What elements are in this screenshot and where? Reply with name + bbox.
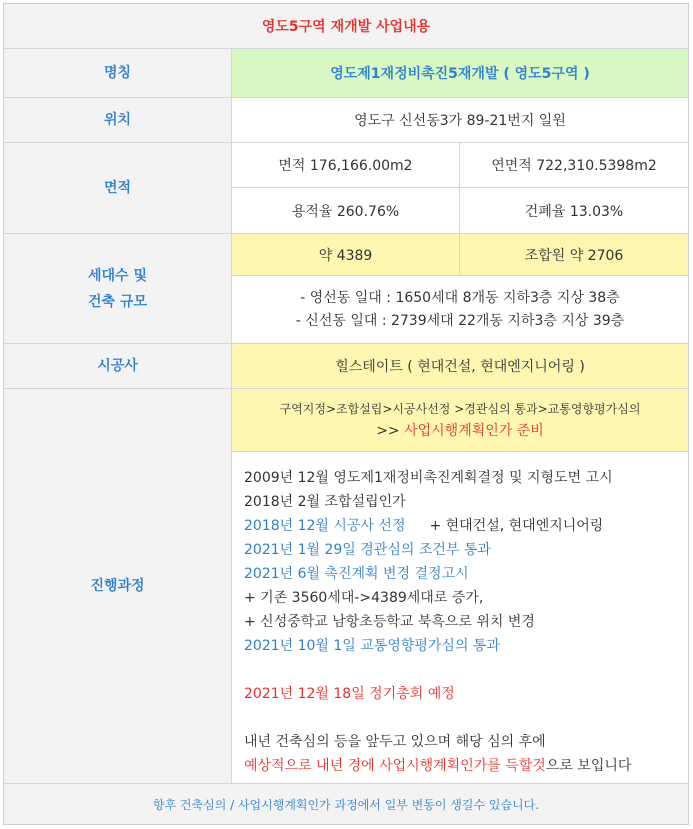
value-location: 영도구 신선동3가 89-21번지 일원 xyxy=(354,113,566,129)
progress-steps-next-line xyxy=(376,420,544,442)
history-item: 2009년 12월 영도제1재정비촉진계획결정 및 지형도면 고시 xyxy=(244,470,613,486)
history-item: 2021년 12월 18일 정기총회 예정 xyxy=(244,686,455,702)
row-name xyxy=(4,49,688,98)
history-expected: 예상적으로 내년 경에 사업시행계획인가를 득할것 xyxy=(244,758,546,774)
history-item: 2021년 6월 촉진계획 변경 결정고시 xyxy=(244,566,469,582)
row-contractor xyxy=(4,344,688,389)
row-households xyxy=(4,234,688,344)
value-name: 영도제1재정비촉진5재개발 ( 영도5구역 ) xyxy=(232,49,688,97)
label-households-line1: 세대수 및 xyxy=(88,267,147,284)
row-area xyxy=(4,143,688,234)
value-floor-area-ratio: 용적율 260.76% xyxy=(232,188,460,233)
history-item: 2021년 1월 29일 경관심의 조건부 통과 xyxy=(244,542,491,558)
value-contractor: 힐스테이트 ( 현대건설, 현대엔지니어링 ) xyxy=(232,344,688,388)
spacer xyxy=(244,658,631,682)
value-total-households: 약 4389 xyxy=(232,234,460,276)
value-coverage-ratio: 건폐율 13.03% xyxy=(524,203,624,220)
history-contractor-selection: 2018년 12월 시공사 선정 xyxy=(244,518,406,534)
value-land-area: 면적 176,166.00m2 xyxy=(232,143,460,188)
value-union-members: 조합원 약 2706 xyxy=(460,234,688,276)
label-households-line2: 건축 규모 xyxy=(88,293,147,310)
history-item: + 기존 3560세대->4389세대로 증가, xyxy=(244,590,484,606)
label-location: 위치 xyxy=(4,98,232,142)
progress-steps-next: 사업시행계획인가 준비 xyxy=(404,423,544,439)
households-detail xyxy=(232,276,688,343)
history-item: 내년 건축심의 등을 앞두고 있으며 해당 심의 후에 xyxy=(244,734,546,750)
history-item: 2018년 2월 조합설립인가 xyxy=(244,494,406,510)
project-summary-table xyxy=(3,3,689,825)
table-title: 영도5구역 재개발 사업내용 xyxy=(4,4,688,49)
label-households xyxy=(4,234,232,343)
row-location xyxy=(4,98,688,143)
label-progress: 진행과정 xyxy=(4,389,232,783)
label-area: 면적 xyxy=(4,143,232,233)
progress-history xyxy=(244,466,631,778)
history-item: 2021년 10월 1일 교통영향평가심의 통과 xyxy=(244,638,500,654)
progress-steps xyxy=(232,389,688,452)
value-floor-area: 연면적 722,310.5398m2 xyxy=(460,143,688,188)
history-contractor-names: + 현대건설, 현대엔지니어링 xyxy=(429,518,604,534)
spacer xyxy=(244,706,631,730)
history-item xyxy=(244,514,631,538)
label-name: 명칭 xyxy=(4,49,232,97)
label-contractor: 시공사 xyxy=(4,344,232,388)
history-expected-tail: 으로 보입니다 xyxy=(545,758,632,774)
households-detail-1: - 영선동 일대 : 1650세대 8개동 지하3층 지상 38층 xyxy=(300,289,620,306)
history-item: + 신성중학교 남항초등학교 북흑으로 위치 변경 xyxy=(244,614,535,630)
households-detail-2: - 신선동 일대 : 2739세대 22개동 지하3층 지상 39층 xyxy=(295,312,625,329)
history-item xyxy=(244,754,631,778)
footer-note: 향후 건축심의 / 사업시행계획인가 과정에서 일부 변동이 생길수 있습니다. xyxy=(4,783,688,824)
progress-steps-line: 구역지정>조합설립>시공사선정 >경관심의 통과>교통영향평가심의 xyxy=(279,402,641,416)
progress-steps-prefix: >> xyxy=(376,423,405,439)
